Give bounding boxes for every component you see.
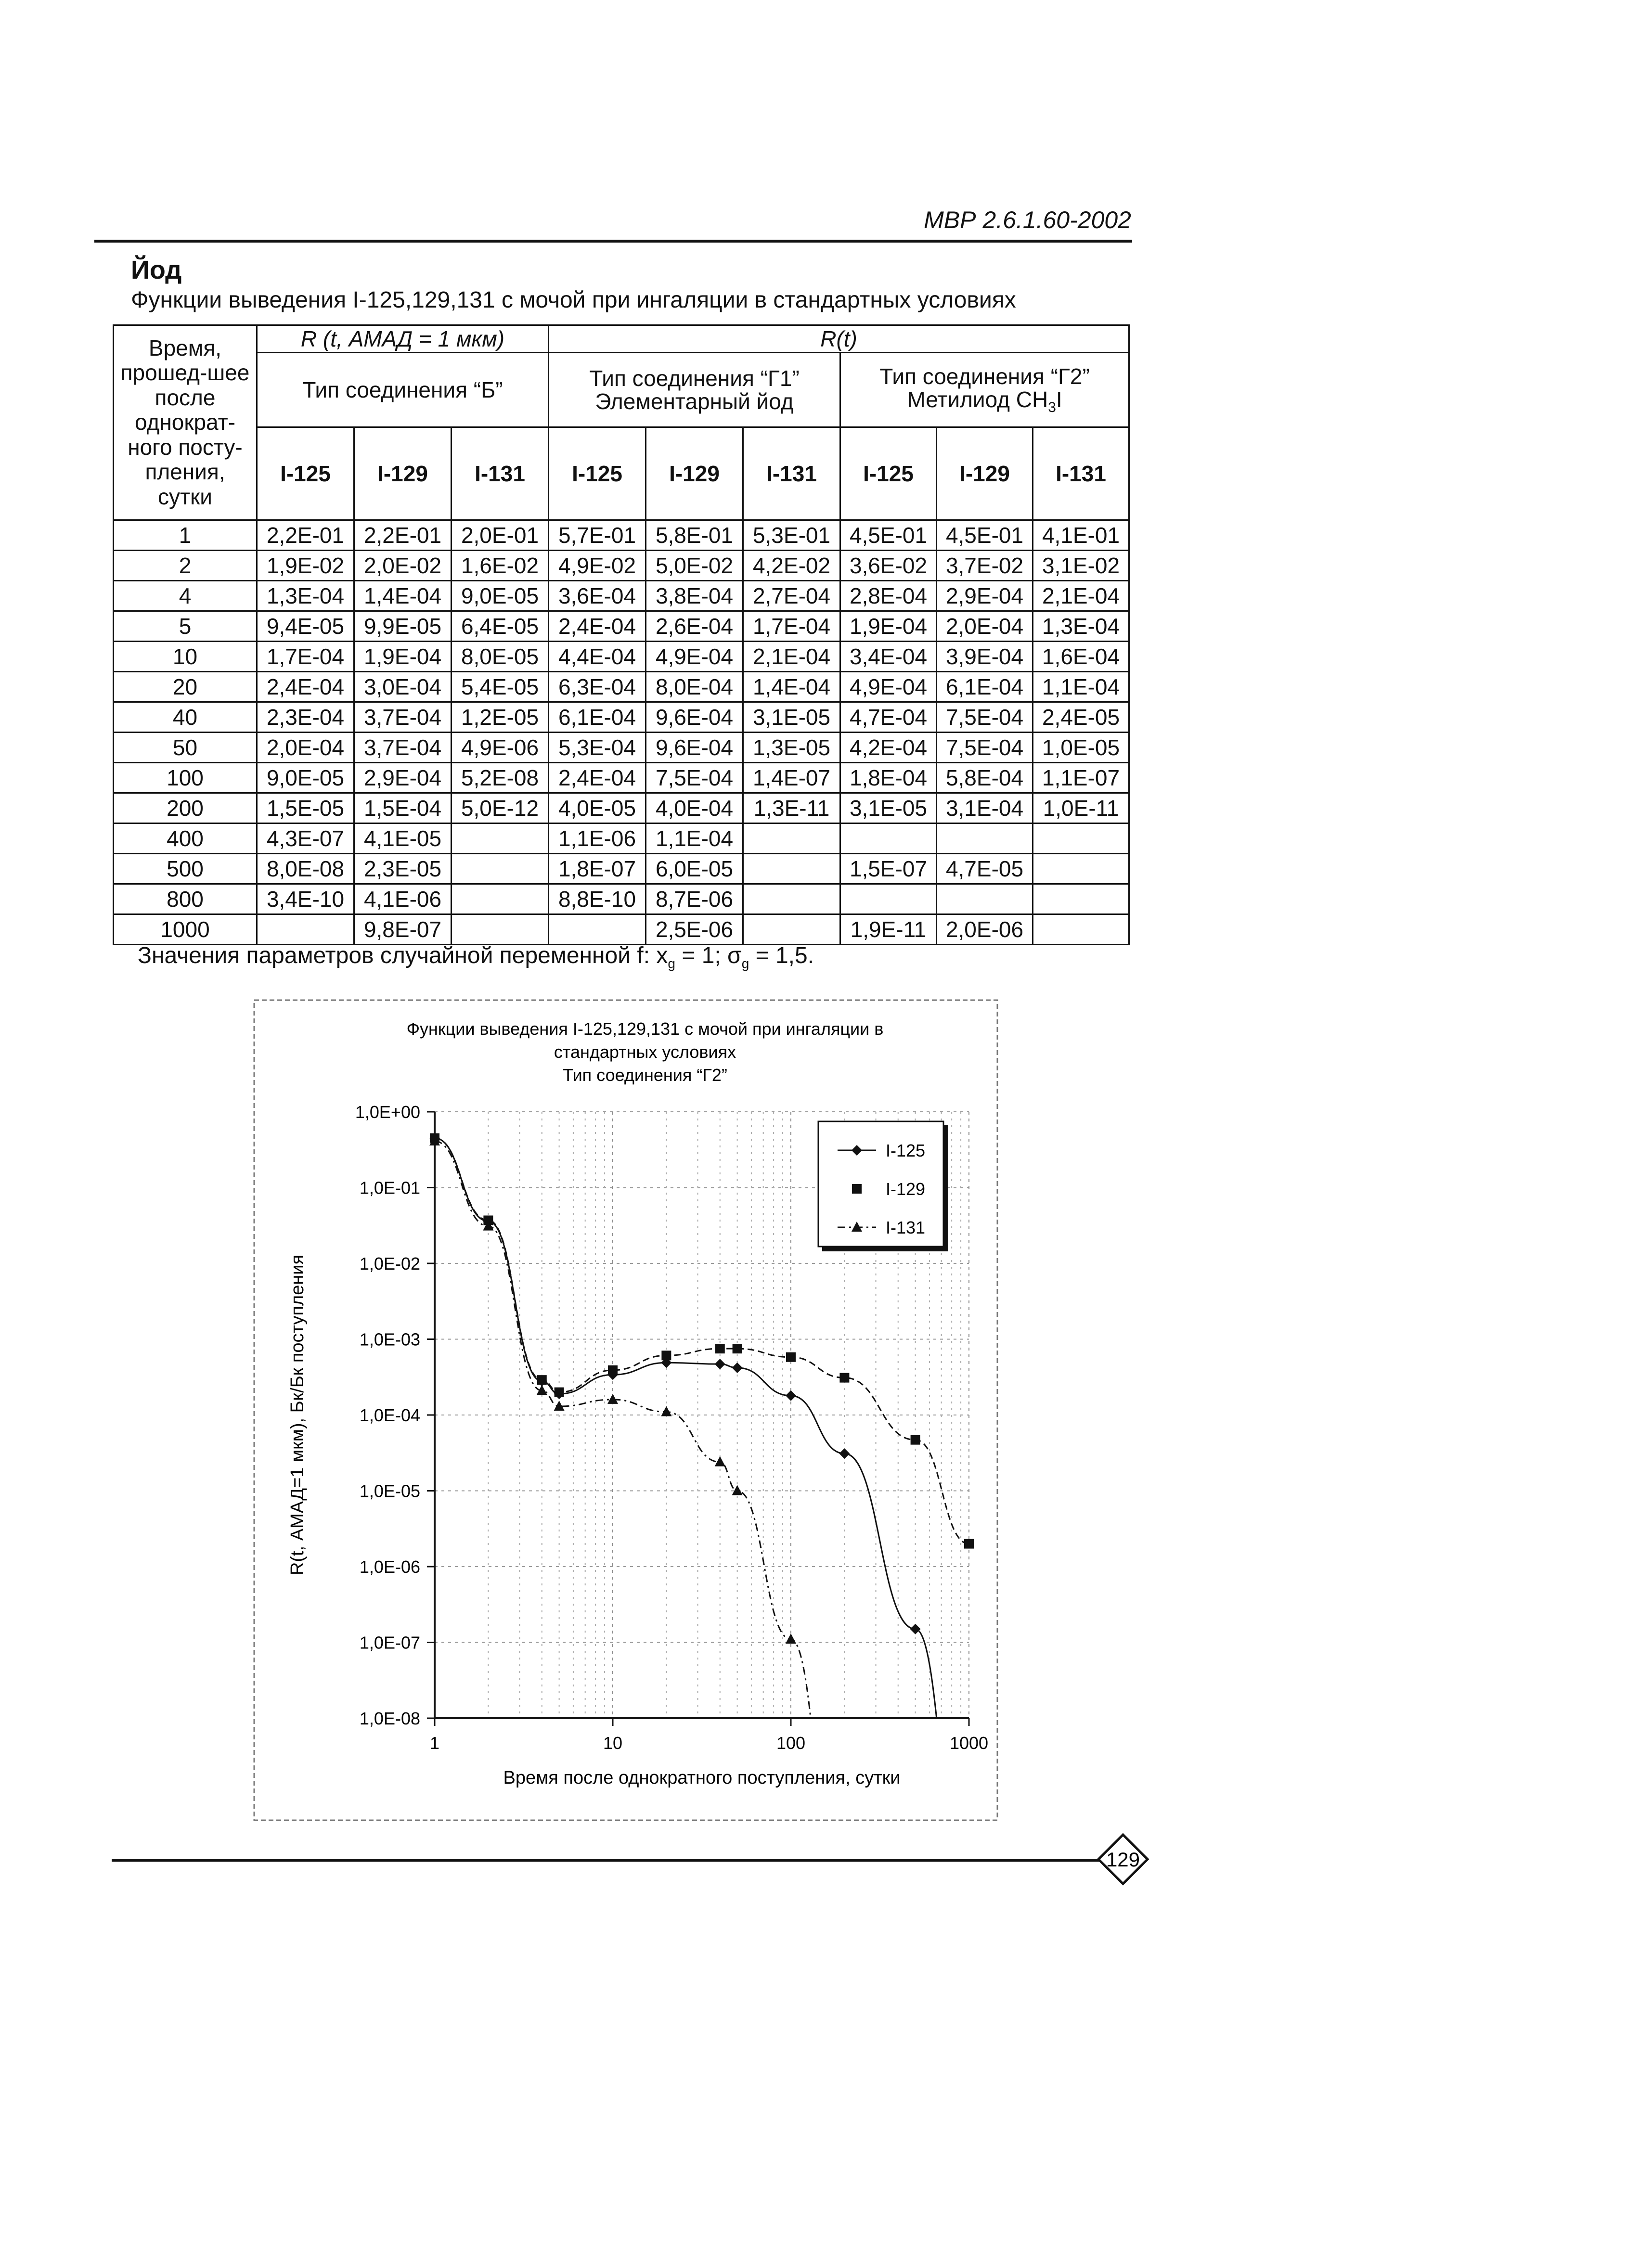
y-tick-label: 1,0E-05 bbox=[359, 1481, 420, 1501]
value-cell: 1,0E-11 bbox=[1033, 793, 1129, 823]
value-cell: 2,2E-01 bbox=[257, 520, 354, 551]
table-row bbox=[114, 884, 1129, 914]
time-cell: 10 bbox=[114, 642, 257, 672]
group-header-amad: R (t, АМАД = 1 мкм) bbox=[257, 325, 549, 353]
isotope-header: I-131 bbox=[452, 427, 549, 520]
value-cell: 4,9E-06 bbox=[452, 733, 549, 763]
footer-rule bbox=[112, 1859, 1099, 1862]
data-point-i-131 bbox=[661, 1406, 671, 1416]
page-number: 129 bbox=[1106, 1848, 1140, 1871]
value-cell: 5,0E-12 bbox=[452, 793, 549, 823]
value-cell: 1,8E-07 bbox=[549, 854, 646, 884]
value-cell: 3,1E-05 bbox=[743, 702, 840, 733]
value-cell: 2,8E-04 bbox=[840, 581, 937, 611]
value-cell bbox=[937, 884, 1033, 914]
value-cell bbox=[840, 823, 937, 854]
y-tick-label: 1,0E-04 bbox=[359, 1405, 420, 1425]
value-cell: 7,5E-04 bbox=[937, 702, 1033, 733]
table-row bbox=[114, 551, 1129, 581]
value-cell bbox=[257, 914, 354, 945]
value-cell bbox=[549, 914, 646, 945]
value-cell bbox=[1033, 914, 1129, 945]
value-cell: 4,1E-05 bbox=[354, 823, 452, 854]
table-row bbox=[114, 823, 1129, 854]
value-cell: 3,4E-10 bbox=[257, 884, 354, 914]
value-cell bbox=[743, 914, 840, 945]
data-point-i-125 bbox=[732, 1363, 743, 1373]
value-cell: 3,8E-04 bbox=[646, 581, 743, 611]
table-row bbox=[114, 672, 1129, 702]
y-tick-label: 1,0E-06 bbox=[359, 1557, 420, 1577]
time-cell: 1 bbox=[114, 520, 257, 551]
value-cell: 3,9E-04 bbox=[937, 642, 1033, 672]
value-cell: 9,0E-05 bbox=[257, 763, 354, 793]
table-row bbox=[114, 914, 1129, 945]
value-cell: 1,1E-07 bbox=[1033, 763, 1129, 793]
isotope-header: I-129 bbox=[937, 427, 1033, 520]
value-cell: 2,0E-04 bbox=[937, 611, 1033, 642]
value-cell: 2,3E-04 bbox=[257, 702, 354, 733]
value-cell: 1,5E-05 bbox=[257, 793, 354, 823]
header-rule bbox=[94, 240, 1132, 243]
table-row bbox=[114, 581, 1129, 611]
value-cell: 1,9E-11 bbox=[840, 914, 937, 945]
value-cell: 2,0E-06 bbox=[937, 914, 1033, 945]
isotope-header: I-131 bbox=[1033, 427, 1129, 520]
value-cell: 2,4E-04 bbox=[257, 672, 354, 702]
value-cell: 9,8E-07 bbox=[354, 914, 452, 945]
value-cell: 2,0E-04 bbox=[257, 733, 354, 763]
value-cell: 1,2E-05 bbox=[452, 702, 549, 733]
value-cell: 3,7E-04 bbox=[354, 702, 452, 733]
chart-title-line: Функции выведения I-125,129,131 с мочой при ингаляции в bbox=[406, 1019, 884, 1039]
value-cell: 3,1E-02 bbox=[1033, 551, 1129, 581]
value-cell: 1,9E-02 bbox=[257, 551, 354, 581]
excretion-chart bbox=[250, 996, 1001, 1824]
value-cell: 2,2E-01 bbox=[354, 520, 452, 551]
subgroup-header-g1: Тип соединения “Г1” Элементарный йод bbox=[549, 353, 840, 427]
value-cell: 3,6E-02 bbox=[840, 551, 937, 581]
value-cell: 8,0E-05 bbox=[452, 642, 549, 672]
value-cell: 1,4E-04 bbox=[354, 581, 452, 611]
value-cell: 4,1E-06 bbox=[354, 884, 452, 914]
table-caption: Функции выведения I-125,129,131 с мочой при ингаляции в стандартных условиях bbox=[131, 287, 1016, 313]
value-cell: 3,4E-04 bbox=[840, 642, 937, 672]
data-point-i-129 bbox=[715, 1344, 725, 1353]
value-cell: 3,1E-05 bbox=[840, 793, 937, 823]
table-row bbox=[114, 763, 1129, 793]
parameters-note: Значения параметров случайной переменной f: $x_g = 1$; $\sigma_g = 1,5$. bbox=[138, 943, 814, 971]
value-cell bbox=[452, 914, 549, 945]
legend-label: I-131 bbox=[886, 1218, 926, 1237]
value-cell: 4,9E-04 bbox=[646, 642, 743, 672]
data-point-i-131 bbox=[786, 1634, 796, 1644]
y-tick-label: 1,0E-02 bbox=[359, 1254, 420, 1274]
value-cell: 2,4E-04 bbox=[549, 763, 646, 793]
value-cell bbox=[452, 884, 549, 914]
value-cell: 6,3E-04 bbox=[549, 672, 646, 702]
value-cell: 1,5E-07 bbox=[840, 854, 937, 884]
x-tick-label: 10 bbox=[603, 1733, 623, 1753]
value-cell: 2,4E-04 bbox=[549, 611, 646, 642]
page-number-badge bbox=[1097, 1833, 1149, 1886]
time-cell: 500 bbox=[114, 854, 257, 884]
value-cell: 4,3E-07 bbox=[257, 823, 354, 854]
value-cell bbox=[452, 823, 549, 854]
chart-title-line: стандартных условиях bbox=[554, 1042, 736, 1062]
x-tick-label: 1 bbox=[429, 1733, 440, 1753]
data-point-i-125 bbox=[715, 1359, 725, 1369]
value-cell: 1,0E-05 bbox=[1033, 733, 1129, 763]
value-cell: 4,0E-04 bbox=[646, 793, 743, 823]
value-cell: 8,0E-04 bbox=[646, 672, 743, 702]
value-cell: 4,5E-01 bbox=[840, 520, 937, 551]
legend-label: I-129 bbox=[886, 1179, 926, 1199]
value-cell bbox=[937, 823, 1033, 854]
data-point-i-129 bbox=[537, 1375, 547, 1385]
data-point-i-129 bbox=[608, 1365, 618, 1375]
subgroup-header-b: Тип соединения “Б” bbox=[257, 353, 549, 427]
data-point-i-129 bbox=[555, 1388, 564, 1397]
value-cell bbox=[1033, 823, 1129, 854]
value-cell: 4,5E-01 bbox=[937, 520, 1033, 551]
value-cell: 4,0E-05 bbox=[549, 793, 646, 823]
group-header-r: R(t) bbox=[549, 325, 1129, 353]
legend-label: I-125 bbox=[886, 1141, 926, 1160]
value-cell: 1,3E-04 bbox=[1033, 611, 1129, 642]
value-cell: 4,2E-02 bbox=[743, 551, 840, 581]
value-cell: 4,7E-04 bbox=[840, 702, 937, 733]
value-cell: 6,1E-04 bbox=[549, 702, 646, 733]
value-cell: 1,1E-06 bbox=[549, 823, 646, 854]
value-cell bbox=[743, 854, 840, 884]
document-code: МВР 2.6.1.60-2002 bbox=[924, 206, 1131, 233]
value-cell: 8,7E-06 bbox=[646, 884, 743, 914]
data-point-i-131 bbox=[732, 1485, 743, 1495]
value-cell: 9,4E-05 bbox=[257, 611, 354, 642]
value-cell: 7,5E-04 bbox=[937, 733, 1033, 763]
value-cell: 5,2E-08 bbox=[452, 763, 549, 793]
value-cell: 2,1E-04 bbox=[743, 642, 840, 672]
value-cell: 4,7E-05 bbox=[937, 854, 1033, 884]
time-cell: 4 bbox=[114, 581, 257, 611]
value-cell: 9,9E-05 bbox=[354, 611, 452, 642]
value-cell: 2,9E-04 bbox=[354, 763, 452, 793]
time-cell: 50 bbox=[114, 733, 257, 763]
isotope-header: I-125 bbox=[257, 427, 354, 520]
value-cell: 2,4E-05 bbox=[1033, 702, 1129, 733]
value-cell: 9,6E-04 bbox=[646, 733, 743, 763]
value-cell: 4,4E-04 bbox=[549, 642, 646, 672]
value-cell: 5,3E-01 bbox=[743, 520, 840, 551]
value-cell: 5,8E-01 bbox=[646, 520, 743, 551]
y-tick-label: 1,0E-03 bbox=[359, 1329, 420, 1350]
value-cell: 4,9E-02 bbox=[549, 551, 646, 581]
value-cell: 1,6E-02 bbox=[452, 551, 549, 581]
value-cell bbox=[743, 823, 840, 854]
table-row bbox=[114, 702, 1129, 733]
value-cell: 1,7E-04 bbox=[743, 611, 840, 642]
y-tick-label: 1,0E-07 bbox=[359, 1633, 420, 1653]
value-cell: 5,7E-01 bbox=[549, 520, 646, 551]
data-point-i-125 bbox=[910, 1624, 921, 1634]
y-axis-label: R(t, АМАД=1 мкм), Бк/Бк поступления bbox=[287, 1254, 308, 1576]
data-point-i-129 bbox=[733, 1344, 742, 1353]
data-point-i-129 bbox=[911, 1435, 920, 1445]
time-column-header: Время, прошед-шее после однократ-ного посту-пления, сутки bbox=[114, 325, 257, 520]
value-cell: 1,4E-04 bbox=[743, 672, 840, 702]
value-cell: 4,2E-04 bbox=[840, 733, 937, 763]
chart-title-line: Тип соединения “Г2” bbox=[563, 1065, 727, 1085]
data-point-i-125 bbox=[786, 1390, 796, 1401]
value-cell: 1,8E-04 bbox=[840, 763, 937, 793]
isotope-header: I-131 bbox=[743, 427, 840, 520]
data-point-i-129 bbox=[786, 1352, 796, 1362]
table-row bbox=[114, 733, 1129, 763]
isotope-header: I-125 bbox=[840, 427, 937, 520]
legend-marker bbox=[852, 1184, 862, 1194]
y-tick-label: 1,0E-01 bbox=[359, 1178, 420, 1198]
value-cell: 1,1E-04 bbox=[646, 823, 743, 854]
value-cell: 5,3E-04 bbox=[549, 733, 646, 763]
value-cell: 2,1E-04 bbox=[1033, 581, 1129, 611]
table-row bbox=[114, 642, 1129, 672]
value-cell: 2,0E-02 bbox=[354, 551, 452, 581]
data-point-i-129 bbox=[839, 1373, 849, 1383]
time-cell: 100 bbox=[114, 763, 257, 793]
section-title: Йод bbox=[131, 256, 182, 284]
data-point-i-129 bbox=[964, 1539, 974, 1549]
data-point-i-131 bbox=[607, 1394, 618, 1404]
value-cell: 1,9E-04 bbox=[840, 611, 937, 642]
y-tick-label: 1,0E+00 bbox=[355, 1102, 420, 1122]
value-cell bbox=[1033, 884, 1129, 914]
isotope-header: I-129 bbox=[646, 427, 743, 520]
value-cell: 2,7E-04 bbox=[743, 581, 840, 611]
value-cell: 2,0E-01 bbox=[452, 520, 549, 551]
isotope-header: I-125 bbox=[549, 427, 646, 520]
value-cell: 2,5E-06 bbox=[646, 914, 743, 945]
legend-shadow-right bbox=[943, 1125, 948, 1250]
time-cell: 1000 bbox=[114, 914, 257, 945]
value-cell: 6,4E-05 bbox=[452, 611, 549, 642]
value-cell: 1,7E-04 bbox=[257, 642, 354, 672]
value-cell: 3,1E-04 bbox=[937, 793, 1033, 823]
value-cell: 3,0E-04 bbox=[354, 672, 452, 702]
value-cell: 3,7E-04 bbox=[354, 733, 452, 763]
value-cell: 9,6E-04 bbox=[646, 702, 743, 733]
value-cell: 1,3E-11 bbox=[743, 793, 840, 823]
value-cell: 3,6E-04 bbox=[549, 581, 646, 611]
y-tick-label: 1,0E-08 bbox=[359, 1709, 420, 1728]
time-cell: 20 bbox=[114, 672, 257, 702]
time-cell: 400 bbox=[114, 823, 257, 854]
value-cell bbox=[452, 854, 549, 884]
value-cell: 1,6E-04 bbox=[1033, 642, 1129, 672]
time-cell: 40 bbox=[114, 702, 257, 733]
value-cell: 1,1E-04 bbox=[1033, 672, 1129, 702]
time-cell: 2 bbox=[114, 551, 257, 581]
x-tick-label: 100 bbox=[776, 1733, 806, 1753]
value-cell: 5,0E-02 bbox=[646, 551, 743, 581]
value-cell: 5,4E-05 bbox=[452, 672, 549, 702]
time-cell: 200 bbox=[114, 793, 257, 823]
table-row bbox=[114, 611, 1129, 642]
value-cell: 8,8E-10 bbox=[549, 884, 646, 914]
value-cell: 2,6E-04 bbox=[646, 611, 743, 642]
value-cell: 6,0E-05 bbox=[646, 854, 743, 884]
x-axis-label: Время после однократного поступления, сутки bbox=[503, 1768, 901, 1788]
value-cell: 1,3E-04 bbox=[257, 581, 354, 611]
data-point-i-129 bbox=[661, 1351, 671, 1360]
legend-shadow-bottom bbox=[822, 1247, 948, 1251]
time-cell: 800 bbox=[114, 884, 257, 914]
value-cell: 2,3E-05 bbox=[354, 854, 452, 884]
table-row bbox=[114, 793, 1129, 823]
value-cell bbox=[743, 884, 840, 914]
excretion-table bbox=[113, 324, 1130, 945]
value-cell: 5,8E-04 bbox=[937, 763, 1033, 793]
x-tick-label: 1000 bbox=[949, 1733, 989, 1753]
value-cell: 7,5E-04 bbox=[646, 763, 743, 793]
value-cell: 4,1E-01 bbox=[1033, 520, 1129, 551]
value-cell: 8,0E-08 bbox=[257, 854, 354, 884]
value-cell: 4,9E-04 bbox=[840, 672, 937, 702]
value-cell: 1,9E-04 bbox=[354, 642, 452, 672]
time-cell: 5 bbox=[114, 611, 257, 642]
value-cell: 1,3E-05 bbox=[743, 733, 840, 763]
value-cell: 9,0E-05 bbox=[452, 581, 549, 611]
isotope-header: I-129 bbox=[354, 427, 452, 520]
value-cell bbox=[840, 884, 937, 914]
value-cell: 2,9E-04 bbox=[937, 581, 1033, 611]
value-cell: 1,5E-04 bbox=[354, 793, 452, 823]
value-cell: 6,1E-04 bbox=[937, 672, 1033, 702]
value-cell: 1,4E-07 bbox=[743, 763, 840, 793]
data-point-i-125 bbox=[839, 1448, 850, 1459]
value-cell: 3,7E-02 bbox=[937, 551, 1033, 581]
value-cell bbox=[1033, 854, 1129, 884]
subgroup-header-g2: Тип соединения “Г2” Метилиод $CH_3I$ bbox=[840, 353, 1129, 427]
table-row bbox=[114, 854, 1129, 884]
table-row bbox=[114, 520, 1129, 551]
